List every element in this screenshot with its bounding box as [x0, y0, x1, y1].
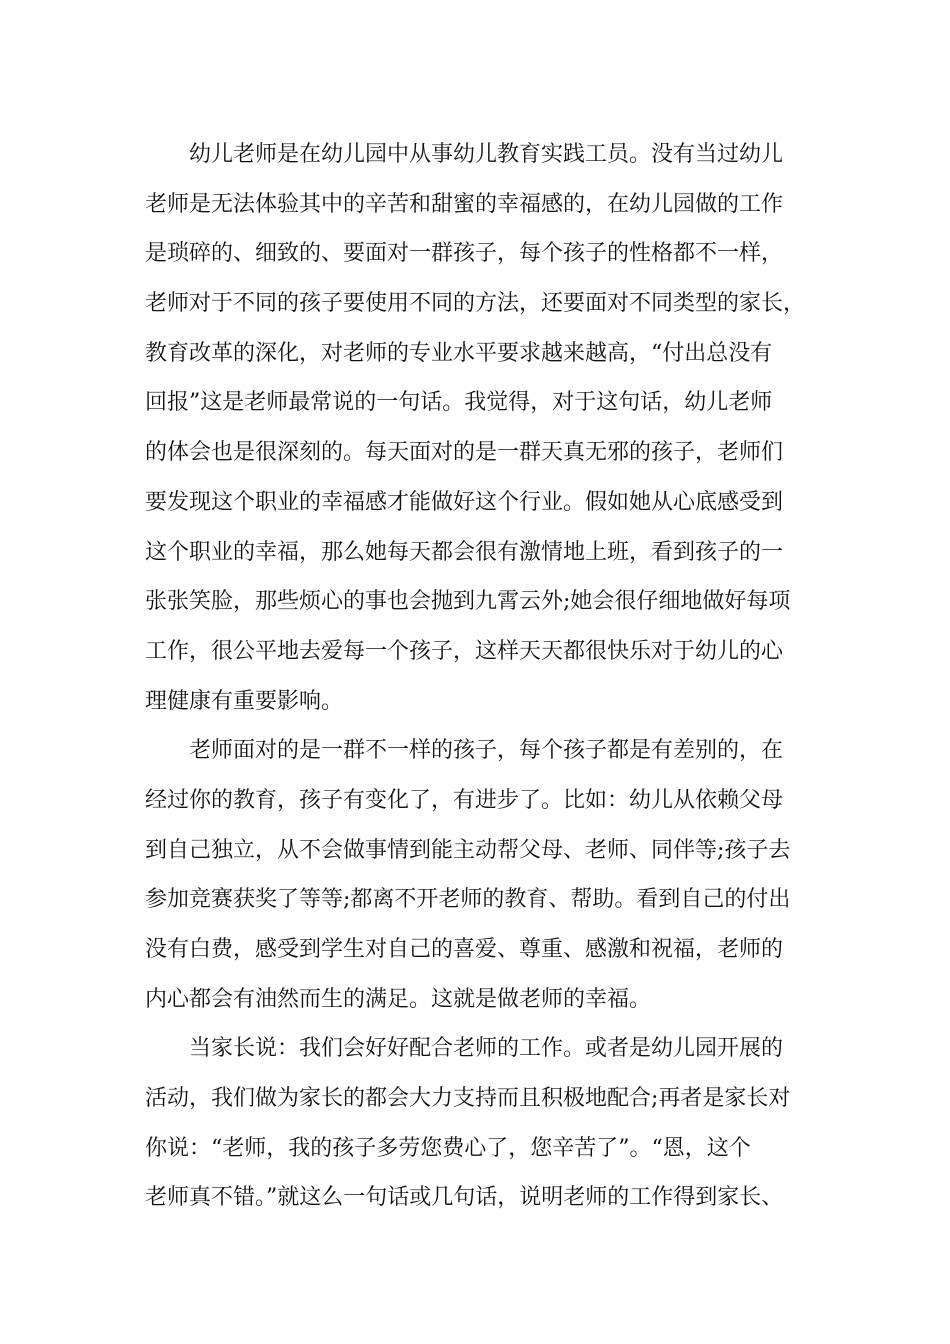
text-line: 当家长说：我们会好好配合老师的工作。或者是幼儿园开展的 [189, 1036, 784, 1062]
text-line: 这个职业的幸福，那么她每天都会很有激情地上班，看到孩子的一 [145, 539, 784, 565]
text-line: 内心都会有油然而生的满足。这就是做老师的幸福。 [145, 986, 652, 1012]
text-line: 老师是无法体验其中的辛苦和甜蜜的幸福感的，在幼儿园做的工作 [145, 191, 784, 217]
text-line: 老师对于不同的孩子要使用不同的方法，还要面对不同类型的家长， [145, 291, 806, 317]
text-line: 参加竞赛获奖了等等;都离不开老师的教育、帮助。看到自己的付出 [145, 887, 791, 913]
text-line: 张张笑脸，那些烦心的事也会抛到九霄云外;她会很仔细地做好每项 [145, 589, 791, 615]
text-line: 老师真不错。”就这么一句话或几句话，说明老师的工作得到家长、 [145, 1185, 784, 1211]
text-line: 要发现这个职业的幸福感才能做好这个行业。假如她从心底感受到 [145, 489, 784, 515]
text-line: 是琐碎的、细致的、要面对一群孩子，每个孩子的性格都不一样， [145, 241, 784, 267]
paragraph-2 [145, 726, 825, 1024]
text-line: 工作，很公平地去爱每一个孩子，这样天天都很快乐对于幼儿的心 [145, 638, 784, 664]
text-line: 你说：“老师，我的孩子多劳您费心了，您辛苦了”。“恩，这个 [145, 1135, 751, 1161]
body-text [145, 130, 825, 1223]
paragraph-1 [145, 130, 825, 726]
text-line: 教育改革的深化，对老师的专业水平要求越来越高，“付出总没有 [145, 340, 773, 366]
text-line: 回报”这是老师最常说的一句话。我觉得，对于这句话，幼儿老师 [145, 390, 773, 416]
text-line: 到自己独立，从不会做事情到能主动帮父母、老师、同伴等;孩子去 [145, 837, 791, 863]
text-line: 的体会也是很深刻的。每天面对的是一群天真无邪的孩子，老师们 [145, 440, 784, 466]
text-line: 活动，我们做为家长的都会大力支持而且积极地配合;再者是家长对 [145, 1086, 791, 1112]
text-line: 没有白费，感受到学生对自己的喜爱、尊重、感激和祝福，老师的 [145, 937, 784, 962]
text-line: 老师面对的是一群不一样的孩子，每个孩子都是有差别的，在 [189, 738, 784, 764]
text-line: 理健康有重要影响。 [145, 688, 344, 714]
text-line: 经过你的教育，孩子有变化了，有进步了。比如：幼儿从依赖父母 [145, 787, 784, 813]
paragraph-3 [145, 1024, 825, 1223]
text-line: 幼儿老师是在幼儿园中从事幼儿教育实践工员。没有当过幼儿 [189, 142, 784, 167]
